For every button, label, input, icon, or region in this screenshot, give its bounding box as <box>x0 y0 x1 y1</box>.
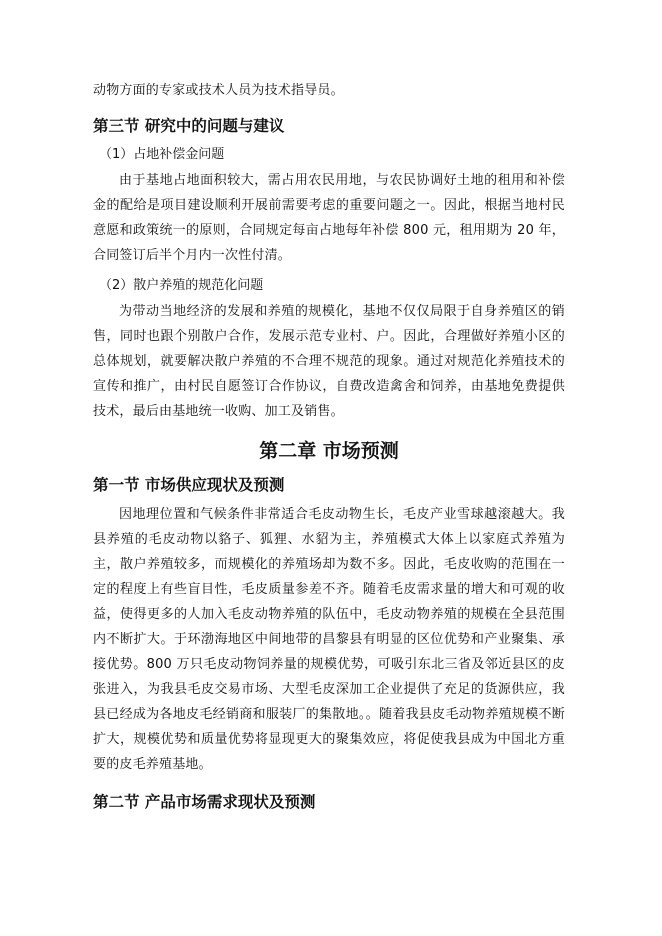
lead-line: 动物方面的专家或技术人员为技术指导员。 <box>93 83 344 98</box>
section-3-heading: 第三节 研究中的问题与建议 <box>93 117 285 135</box>
chapter-2-section-2-heading: 第二节 产品市场需求现状及预测 <box>93 793 316 811</box>
chapter-2-section-1-paragraph: 因地理位置和气候条件非常适合毛皮动物生长，毛皮产业雪球越滚越大。我县养殖的毛皮动物以貉子、狐狸、水貂为主，养殖模式大体上以家庭式养殖为主，散户养殖较多，而规模化的养殖场却为数不多。因此，毛皮收购的范围在一定的程度上有些盲目性，毛皮质量参差不齐。随着毛皮需求量的增大和可观的收益，使得更多的人加入毛皮动物养殖的队伍中，毛皮动物养殖的规模在全县范围内不断扩大。于环渤海地区中间地带的昌黎县有明显的区位优势和产业聚集、承接优势。800 万只毛皮动物饲养量的规模优势，可吸引东北三省及邻近县区的皮张进入，为我县毛皮交易市场、大型毛皮深加工企业提供了充足的货源供应，我县已经成为各地皮毛经销商和服装厂的集散地。。随着我县皮毛动物养殖规模不断扩大，规模优势和质量优势将显现更大的聚集效应，将促使我县成为中国北方重要的皮毛养殖基地。 <box>93 507 565 772</box>
document-body <box>93 78 565 813</box>
item-1-paragraph: 由于基地占地面积较大，需占用农民用地，与农民协调好土地的租用和补偿金的配给是项目建设顺利开展前需要考虑的重要问题之一。因此，根据当地村民意愿和政策统一的原则，合同规定每亩占地每年补偿 800 元，租用期为 20 年，合同签订后半个月内一次性付清。 <box>93 173 565 263</box>
chapter-2-section-1-heading: 第一节 市场供应现状及预测 <box>93 476 285 494</box>
item-2-paragraph: 为带动当地经济的发展和养殖的规模化，基地不仅仅局限于自身养殖区的销售，同时也跟个别散户合作，发展示范专业村、户。因此，合理做好养殖小区的总体规划，就要解决散户养殖的不合理不规范的现象。通过对规范化养殖技术的宣传和推广，由村民自愿签订合作协议，自费改造禽舍和饲养，由基地免费提供技术，最后由基地统一收购、加工及销售。 <box>93 304 565 419</box>
item-1-heading: （1）占地补偿金问题 <box>99 147 225 162</box>
item-2-heading: （2）散户养殖的规范化问题 <box>99 278 264 293</box>
chapter-2-heading: 第二章 市场预测 <box>259 440 399 462</box>
